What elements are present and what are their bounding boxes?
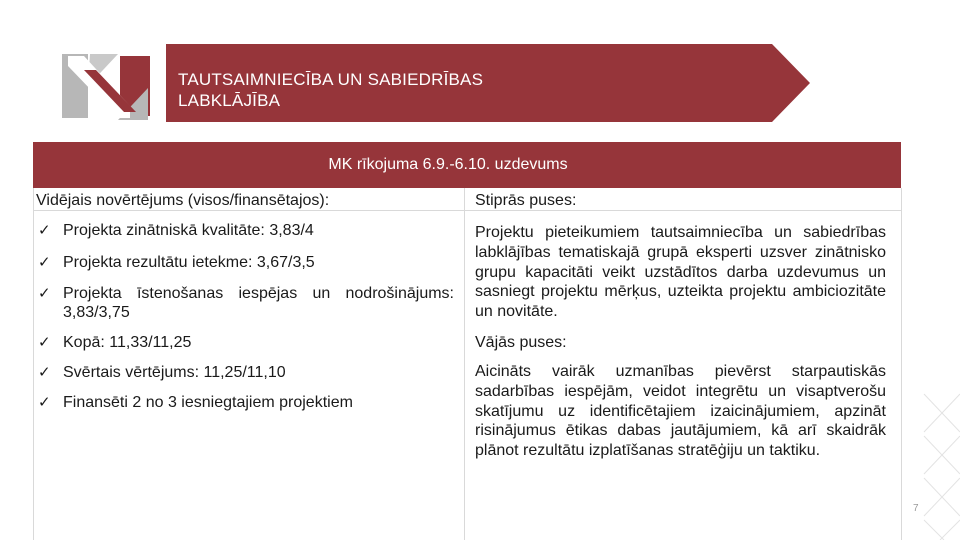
checkmark-icon: ✓: [38, 364, 51, 381]
list-item-text: Finansēti 2 no 3 iesniegtajiem projektiem: [63, 394, 353, 411]
list-item-text: Projekta rezultātu ietekme: 3,67/3,5: [63, 254, 315, 271]
list-item-text: Projekta īstenošanas iespējas un nodrošinājums: 3,83/3,75: [63, 285, 454, 321]
table-border-left: [33, 188, 34, 540]
page-title: [178, 69, 738, 111]
list-item-text: Svērtais vērtējums: 11,25/11,10: [63, 364, 286, 381]
table-header: [33, 142, 901, 188]
page-number: 7: [913, 503, 919, 514]
assessment-column: [475, 188, 886, 461]
list-item-text: Projekta zinātniskā kvalitāte: 3,83/4: [63, 222, 314, 239]
scores-list: [36, 221, 454, 412]
averages-heading: Vidējais novērtējums (visos/finansētajos):: [36, 192, 330, 209]
list-item: [36, 393, 454, 412]
checkmark-icon: ✓: [38, 285, 51, 302]
table-border-right: [901, 188, 902, 540]
averages-column: [36, 188, 454, 412]
decorative-pattern: [920, 392, 960, 540]
list-item: [36, 221, 454, 240]
list-item: [36, 284, 454, 322]
page-title-line-1: TAUTSAIMNIECĪBA UN SABIEDRĪBAS: [178, 70, 484, 89]
page-title-line-2: LABKLĀJĪBA: [178, 91, 281, 110]
strengths-heading: Stiprās puses:: [475, 192, 577, 209]
institution-logo: [60, 46, 152, 126]
column-divider: [464, 188, 465, 540]
checkmark-icon: ✓: [38, 254, 51, 271]
table-header-label: MK rīkojuma 6.9.-6.10. uzdevums: [328, 156, 568, 173]
weaknesses-text: Aicināts vairāk uzmanības pievērst starpautiskās sadarbības iespējām, veidot integrētu un visaptverošu skatījumu uz identificētajiem izaicinājumiem, apzināt risinājumus ētikas dabas jautājumiem, kā arī skaidrāk plānot rezultātu izplatīšanas stratēģiju un taktiku.: [475, 362, 886, 460]
checkmark-icon: ✓: [38, 334, 51, 351]
checkmark-icon: ✓: [38, 394, 51, 411]
list-item: [36, 363, 454, 382]
strengths-text: Projektu pieteikumiem tautsaimniecība un sabiedrības labklājības tematiskajā grupā eksperti uzsver zinātnisko grupu kapacitāti veikt uzstādītos darba uzdevumus un sasniegt projektu mērķus, uzteikta projektu ambiciozitāte un novitāte.: [475, 224, 886, 321]
checkmark-icon: ✓: [38, 222, 51, 239]
weaknesses-heading: Vājās puses:: [475, 333, 567, 351]
title-banner: [166, 44, 810, 122]
list-item-text: Kopā: 11,33/11,25: [63, 334, 192, 351]
list-item: [36, 253, 454, 272]
list-item: [36, 333, 454, 352]
